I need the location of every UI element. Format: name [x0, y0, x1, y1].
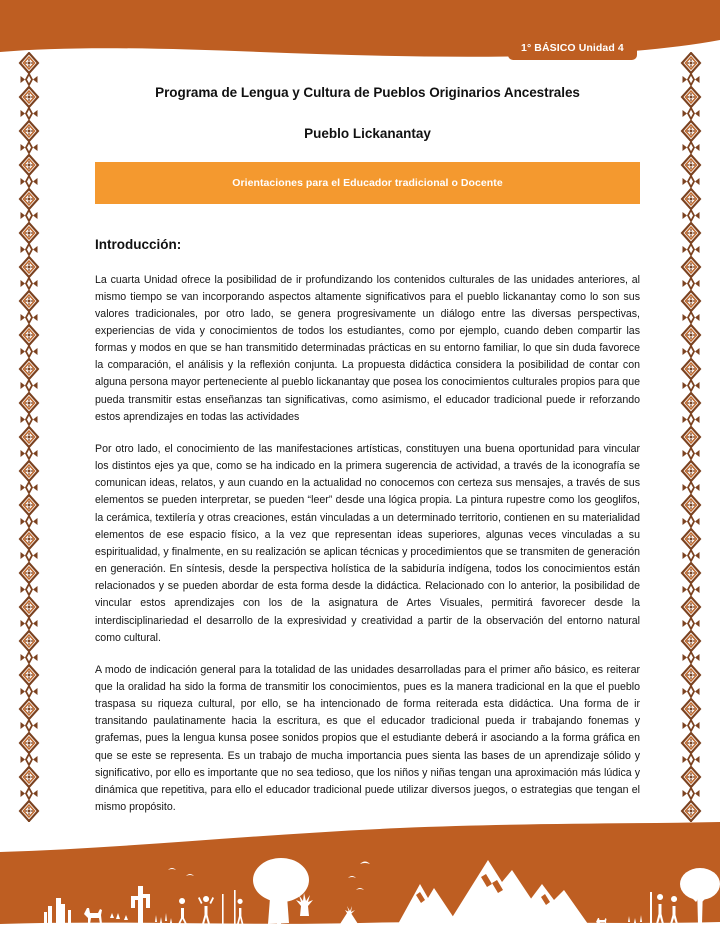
paragraph-2: Por otro lado, el conocimiento de las manifestaciones artísticas, constituyen una buena oportunidad para vincular los distintos ejes ya que, como se ha indicado en la primera sugerencia de actividad, a través de la iconografía se comunican ideas, relatos, y aun cuando en la actualidad no conocemos con certeza sus mensajes, a través de sus elementos se pueden interpretar, se pueden “leer” desde una lógica propia. La pintura rupestre como los geoglifos, la cerámica, textilería y otras creaciones, están vinculadas a un determinado territorio, contienen en su materialidad elementos de ese espacio físico, a la vez que representan ideas superiores, algunas veces vinculadas a su espiritualidad, y finalmente, en su realización se aplican técnicas y procedimientos que se transmiten de generación en generación. En síntesis, desde la perspectiva holística de la sabiduría indígena, todos los conocimientos están relacionados y se pueden abordar de esta forma desde la didáctica. Relacionado con lo anterior, la posibilidad de vincular estos aprendizajes con los de la asignatura de Artes Visuales, permitirá favorecer desde la interdisciplinariedad el desarrollo de la expresividad y creatividad a partir de la observación del entorno natural como cultural. [95, 442, 640, 644]
orientation-banner-label: Orientaciones para el Educador tradicional o Docente [232, 176, 503, 189]
section-heading-introduccion: Introducción: [95, 236, 182, 252]
footer-landscape-illustration [0, 820, 720, 932]
orientation-banner [95, 162, 640, 204]
paragraph-3: A modo de indicación general para la totalidad de las unidades desarrolladas para el primer año básico, es reiterar que la oralidad ha sido la forma de transmitir los conocimientos, pues es la manera tradicional en la que el pueblo traspasa su riqueza cultural, por ello, se ha intencionado de forma reiterada esta didáctica. Una forma de ir transitando paulatinamente hacia la escritura, es que el educador tradicional pueda ir trabajando fonemas y grafemas, pues la lengua kunsa posee sonidos propios que el estudiante deberá ir asociando a la forma gráfica en que se este se representa. Es un trabajo de mucha importancia pues sienta las bases de un aprendizaje sólido y significativo, por ello es importante que no sea tedioso, que los niños y niñas tengan una aproximación más lúdica y dinámica que repetitiva, para ello el educador tradicional puede utilizar diversos juegos, o estrategias que tengan el mismo propósito. [95, 663, 640, 814]
page-subtitle: Pueblo Lickanantay [304, 125, 431, 141]
page-title: Programa de Lengua y Cultura de Pueblos Originarios Ancestrales [155, 85, 580, 100]
unit-badge: 1° BÁSICO Unidad 4 [508, 37, 637, 60]
paragraph-1: La cuarta Unidad ofrece la posibilidad de ir profundizando los contenidos culturales de las unidades anteriores, al mismo tiempo se van incorporando aspectos altamente significativos para el pueblo lickanantay como lo son sus valores tradicionales, por otro lado, se genera progresivamente un diálogo entre las diversas perspectivas, experiencias de vida y conocimientos de todos los estudiantes, como por ejemplo, cuando deben compartir las formas y modos en que se han transmitido determinadas prácticas en su entorno familiar, lo que sin duda favorece la comparación, el análisis y la reflexión conjunta. La propuesta didáctica considera la posibilidad de contar con alguna persona mayor perteneciente al pueblo lickanantay que posea los conocimientos culturales propios para que pueda transmitir estas enseñanzas tan significativas, como asimismo, el educador tradicional puede ir reforzando estos aprendizajes en todas las actividades [95, 273, 640, 423]
